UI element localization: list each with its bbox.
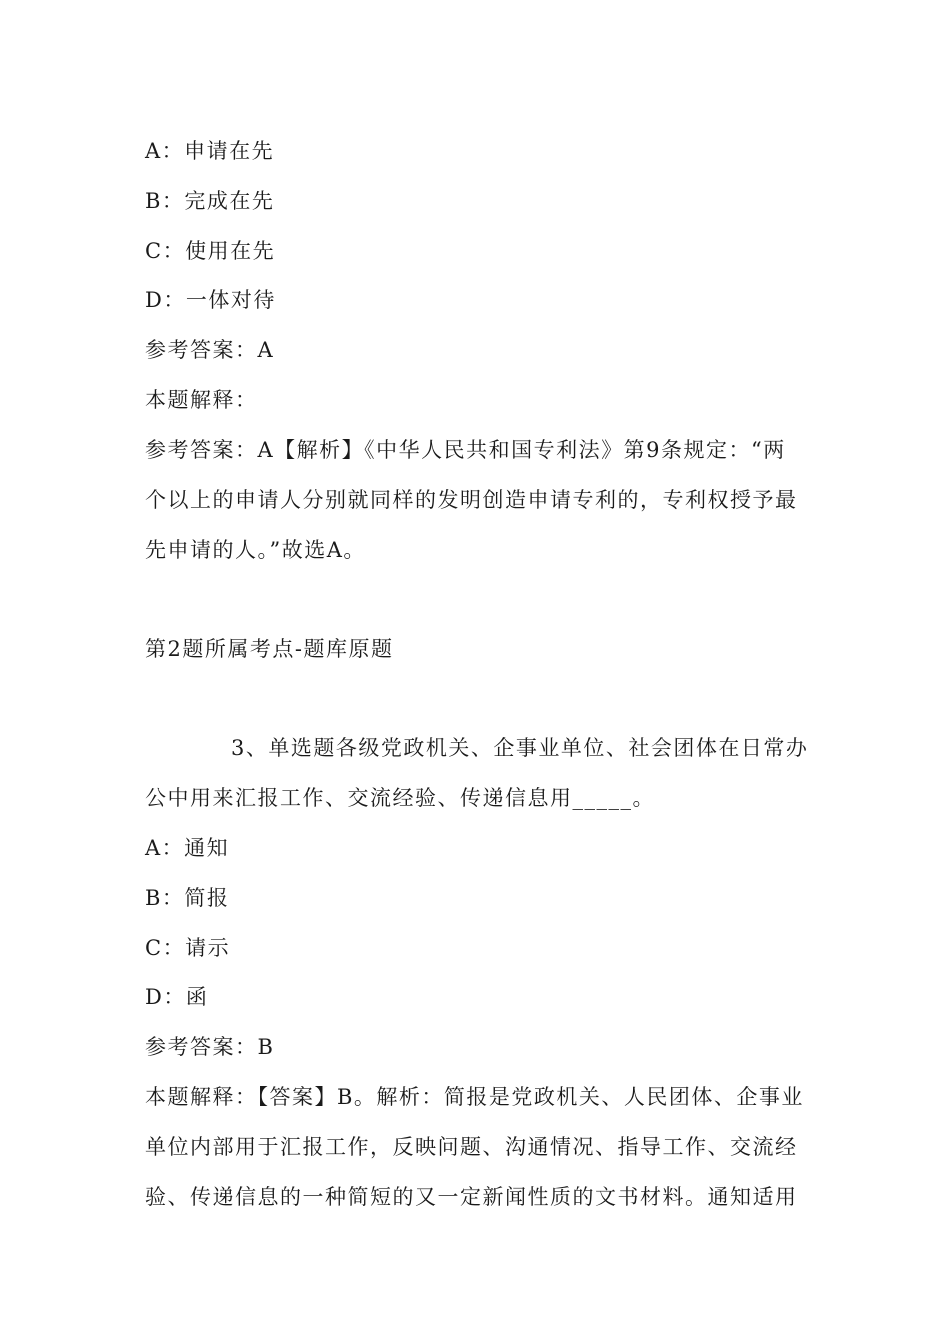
- question-stem-line-2: 公中用来汇报工作、交流经验、传递信息用_____。: [145, 786, 655, 810]
- option-b: B：完成在先: [145, 189, 275, 213]
- reference-answer: 参考答案：A: [145, 338, 275, 362]
- option-d: D：函: [145, 985, 209, 1009]
- explanation-line-2: 个以上的申请人分别就同样的发明创造申请专利的，专利权授予最: [145, 488, 798, 512]
- option-d: D：一体对待: [145, 288, 276, 312]
- option-c: C：请示: [145, 936, 231, 960]
- explanation-line-1: 参考答案：A【解析】《中华人民共和国专利法》第9条规定：“两: [145, 438, 786, 462]
- explanation-line-1: 本题解释：【答案】B。解析：简报是党政机关、人民团体、企事业: [145, 1085, 804, 1109]
- reference-answer: 参考答案：B: [145, 1035, 275, 1059]
- option-b: B：简报: [145, 886, 230, 910]
- question-stem-line-1: 3、单选题各级党政机关、企事业单位、社会团体在日常办: [231, 736, 809, 760]
- explanation-line-2: 单位内部用于汇报工作，反映问题、沟通情况、指导工作、交流经: [145, 1135, 798, 1159]
- option-a: A：通知: [145, 836, 230, 860]
- topic-line: 第2题所属考点-题库原题: [145, 637, 394, 661]
- explanation-label: 本题解释：: [145, 388, 258, 412]
- option-c: C：使用在先: [145, 239, 276, 263]
- option-a: A：申请在先: [145, 139, 275, 163]
- explanation-line-3: 验、传递信息的一种简短的又一定新闻性质的文书材料。通知适用: [145, 1185, 798, 1209]
- explanation-line-3: 先申请的人。”故选A。: [145, 538, 366, 562]
